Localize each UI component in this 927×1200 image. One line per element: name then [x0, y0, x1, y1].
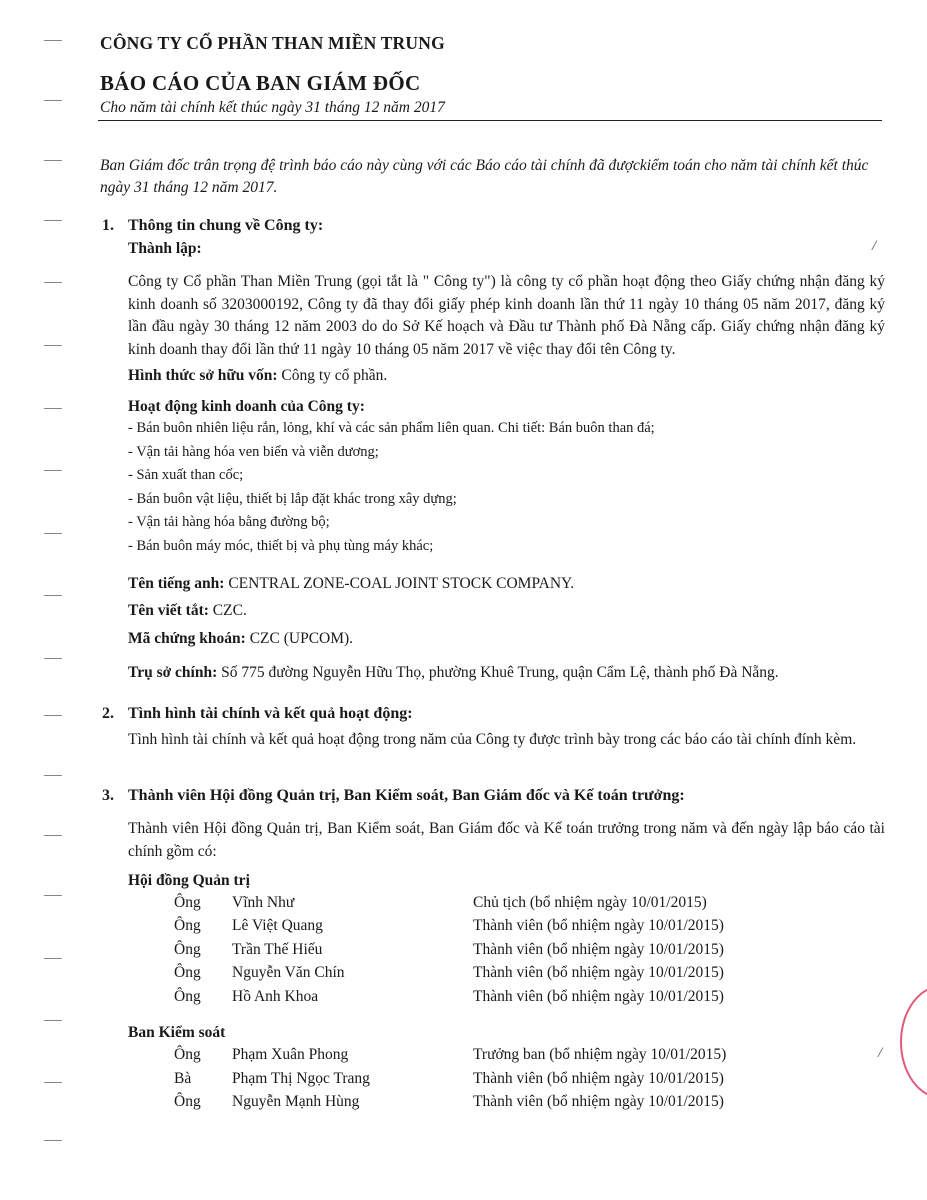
member-salutation: Ông [174, 1046, 201, 1063]
section-3-number: 3. [102, 787, 114, 804]
section-1-title: Thông tin chung về Công ty: [128, 217, 324, 234]
list-item: - Bán buôn nhiên liệu rắn, lỏng, khí và các sản phẩm liên quan. Chi tiết: Bán buôn than đá; [128, 420, 655, 436]
section-2-number: 2. [102, 705, 114, 722]
board-title: Hội đồng Quản trị [128, 872, 250, 889]
member-name: Phạm Thị Ngọc Trang [232, 1070, 370, 1087]
report-subtitle: Cho năm tài chính kết thúc ngày 31 tháng 12 năm 2017 [100, 99, 445, 116]
member-role: Trưởng ban (bổ nhiệm ngày 10/01/2015) [473, 1046, 727, 1063]
member-name: Hồ Anh Khoa [232, 988, 319, 1005]
ownership-label: Hình thức sở hữu vốn: [128, 367, 278, 384]
table-row [0, 941, 927, 965]
ticker-label: Mã chứng khoán: [128, 630, 246, 647]
headquarters-value: Số 775 đường Nguyễn Hữu Thọ, phường Khuê Trung, quận Cẩm Lệ, thành phố Đà Nẵng. [221, 664, 779, 681]
activities-list [128, 417, 655, 559]
margin-tick-mark: / [878, 1045, 883, 1061]
short-name-value: CZC. [212, 602, 247, 619]
list-item: - Bán buôn máy móc, thiết bị và phụ tùng máy khác; [128, 537, 434, 554]
table-row [0, 988, 927, 1012]
short-name-label: Tên viết tắt: [128, 602, 209, 619]
table-row [0, 917, 927, 941]
section-3-paragraph: Thành viên Hội đồng Quản trị, Ban Kiểm soát, Ban Giám đốc và Kế toán trưởng trong năm và đến ngày lập báo cáo tài chính gồm có: [128, 820, 885, 860]
margin-tick-mark: / [872, 238, 877, 254]
list-item: - Vận tải hàng hóa ven biển và viễn dương; [128, 443, 379, 460]
headquarters-line [128, 664, 779, 682]
list-item: - Bán buôn vật liệu, thiết bị lắp đặt khác trong xây dựng; [128, 490, 457, 507]
headquarters-label: Trụ sở chính: [128, 664, 218, 681]
binding-margin-marks [44, 0, 64, 1200]
report-title: BÁO CÁO CỦA BAN GIÁM ĐỐC [100, 71, 421, 95]
member-role: Thành viên (bổ nhiệm ngày 10/01/2015) [473, 917, 724, 934]
founding-paragraph: Công ty Cổ phần Than Miền Trung (gọi tắt là " Công ty") là công ty cổ phần hoạt động theo Giấy chứng nhận đăng ký kinh doanh số 3203000192, Công ty đã thay đổi giấy phép kinh doanh lần thứ 11 ngày 10 tháng 05 năm 2017, đăng ký lần đầu ngày 30 tháng 12 năm 2003 do do Sở Kế hoạch và Đầu tư Thành phố Đà Nẵng cấp. Giấy chứng nhận đăng ký kinh doanh thay đổi lần thứ 11 ngày 10 tháng 05 năm 2017 về việc thay đổi tên Công ty. [128, 273, 885, 358]
section-3-title: Thành viên Hội đồng Quản trị, Ban Kiểm soát, Ban Giám đốc và Kế toán trưởng: [128, 787, 685, 804]
short-name-line [128, 602, 247, 620]
ownership-value: Công ty cổ phần. [281, 367, 388, 384]
member-name: Vĩnh Như [232, 894, 295, 911]
company-name: CÔNG TY CỔ PHẦN THAN MIỀN TRUNG [100, 33, 445, 53]
english-name-line [128, 575, 574, 593]
table-row [0, 894, 927, 918]
member-salutation: Ông [174, 1093, 201, 1110]
ticker-line [128, 630, 353, 648]
member-role: Thành viên (bổ nhiệm ngày 10/01/2015) [473, 1070, 724, 1087]
supervisory-title: Ban Kiểm soát [128, 1024, 226, 1041]
section-1-number: 1. [102, 217, 114, 234]
member-role: Thành viên (bổ nhiệm ngày 10/01/2015) [473, 1093, 724, 1110]
table-row [0, 1070, 927, 1094]
english-name-label: Tên tiếng anh: [128, 575, 225, 592]
section-2-title: Tình hình tài chính và kết quả hoạt động: [128, 705, 413, 722]
member-name: Lê Việt Quang [232, 917, 323, 934]
intro-paragraph: Ban Giám đốc trân trọng đệ trình báo cáo này cùng với các Báo cáo tài chính đã đượckiểm toán cho năm tài chính kết thúc ngày 31 tháng 12 năm 2017. [100, 157, 869, 196]
section-2-paragraph: Tình hình tài chính và kết quả hoạt động trong năm của Công ty được trình bày trong các báo cáo tài chính đính kèm. [128, 731, 857, 748]
member-name: Nguyễn Văn Chín [232, 964, 345, 981]
member-role: Thành viên (bổ nhiệm ngày 10/01/2015) [473, 964, 724, 981]
member-role: Thành viên (bổ nhiệm ngày 10/01/2015) [473, 988, 724, 1005]
member-salutation: Ông [174, 894, 201, 911]
member-salutation: Ông [174, 964, 201, 981]
list-item: - Vận tải hàng hóa bằng đường bộ; [128, 514, 330, 531]
member-role: Thành viên (bổ nhiệm ngày 10/01/2015) [473, 941, 724, 958]
english-name-value: CENTRAL ZONE-COAL JOINT STOCK COMPANY. [228, 575, 575, 592]
header-divider [98, 120, 882, 121]
ticker-value: CZC (UPCOM). [249, 630, 354, 647]
member-salutation: Ông [174, 988, 201, 1005]
ownership-line [128, 367, 387, 385]
list-item: - Sản xuất than cốc; [128, 467, 244, 484]
member-name: Nguyễn Mạnh Hùng [232, 1093, 360, 1110]
member-salutation: Bà [174, 1070, 192, 1087]
member-name: Trần Thế Hiếu [232, 941, 323, 958]
table-row [0, 1046, 927, 1070]
table-row [0, 964, 927, 988]
member-name: Phạm Xuân Phong [232, 1046, 349, 1063]
member-salutation: Ông [174, 941, 201, 958]
member-role: Chủ tịch (bổ nhiệm ngày 10/01/2015) [473, 894, 707, 911]
table-row [0, 1093, 927, 1117]
activities-label: Hoạt động kinh doanh của Công ty: [128, 398, 365, 415]
member-salutation: Ông [174, 917, 201, 934]
founding-label: Thành lập: [128, 240, 202, 257]
